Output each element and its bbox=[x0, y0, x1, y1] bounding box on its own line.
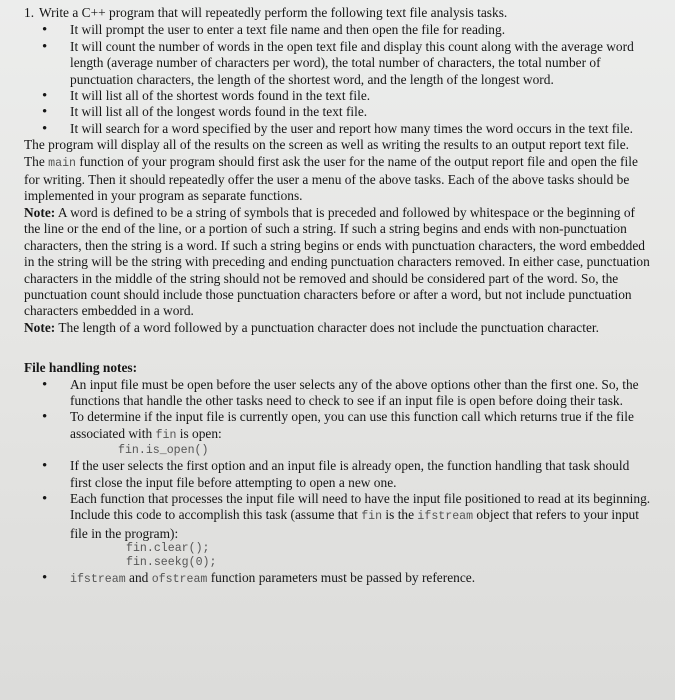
fin-code: fin bbox=[361, 510, 383, 524]
note-label: Note: bbox=[24, 319, 56, 335]
file-note-item: • If the user selects the first option and an input file is already open, the function handling that task should first close the input file before attempting to open a new one. bbox=[24, 458, 651, 491]
ofstream-code: ofstream bbox=[151, 573, 208, 587]
file-note-item: • To determine if the input file is currently open, you can use this function call which returns true if the file associated with fin is open: fin.is_open() bbox=[24, 409, 651, 458]
task-item: • It will prompt the user to enter a text file name and then open the file for reading. bbox=[24, 22, 651, 38]
task-item: • It will search for a word specified by the user and report how many times the word occurs in the text file. bbox=[24, 121, 651, 137]
task-item: • It will list all of the longest words found in the text file. bbox=[24, 104, 651, 120]
file-note-item: • An input file must be open before the user selects any of the above options other than the first one. So, the functions that handle the other tasks need to check to see if an input file is open before doing their task. bbox=[24, 377, 651, 410]
seekg-snippet: fin.seekg(0); bbox=[126, 556, 217, 570]
file-handling-heading: File handling notes: bbox=[24, 360, 138, 376]
word-length-note: Note: The length of a word followed by a punctuation character does not include the punctuation character. bbox=[24, 319, 599, 335]
file-note-item: • Each function that processes the input file will need to have the input file positioned to read at its beginning. Include this code to accomplish this task (assume that fin is the ifstream object that refers to your input file in the program): fin.clear(); fin.seekg(0); bbox=[24, 491, 651, 570]
is-open-snippet: fin.is_open() bbox=[118, 444, 209, 458]
note-label: Note: bbox=[24, 204, 56, 220]
ifstream-code: ifstream bbox=[417, 510, 474, 524]
file-handling-list bbox=[24, 377, 651, 589]
question-number: 1. bbox=[24, 5, 35, 20]
main-keyword: main bbox=[48, 156, 77, 170]
fin-code: fin bbox=[155, 428, 177, 442]
file-note-item: • ifstream and ofstream function parameters must be passed by reference. bbox=[24, 570, 651, 588]
program-description: The program will display all of the results on the screen as well as writing the results to an output report text file. The main function of your program should first ask the user for the name of the output report file and open the file for writing. Then it should repeatedly offer the user a menu of the above tasks. Each of the above tasks should be implemented in your program as separate functions. bbox=[24, 137, 638, 204]
question-heading bbox=[24, 5, 651, 21]
task-list bbox=[24, 22, 651, 137]
clear-snippet: fin.clear(); bbox=[126, 542, 210, 556]
ifstream-code: ifstream bbox=[70, 573, 126, 587]
task-item: • It will count the number of words in the open text file and display this count along with the average word length (average number of characters per word), the total number of characters, the total number of punctuation characters, the length of the shortest word, and the length of the longest word. bbox=[24, 39, 651, 88]
task-item: • It will list all of the shortest words found in the text file. bbox=[24, 88, 651, 104]
question-title: Write a C++ program that will repeatedly perform the following text file analysis tasks. bbox=[39, 5, 508, 20]
word-definition-note: Note: A word is defined to be a string of symbols that is preceded and followed by whitespace or the beginning of the line or the end of the line, or a portion of such a string. If such a string begins and ends with non-punctuation characters, then the string is a word. If such a string begins or ends with punctuation characters, the word embedded in the string will be the string with preceding and ending punctuation characters removed. In either case, punctuation characters in the middle of the string should not be removed and should be considered part of the word. So, the punctuation count should include those punctuation characters before or after a word, but not include punctuation characters embedded in a word. bbox=[24, 204, 650, 319]
section-spacer bbox=[24, 336, 651, 360]
